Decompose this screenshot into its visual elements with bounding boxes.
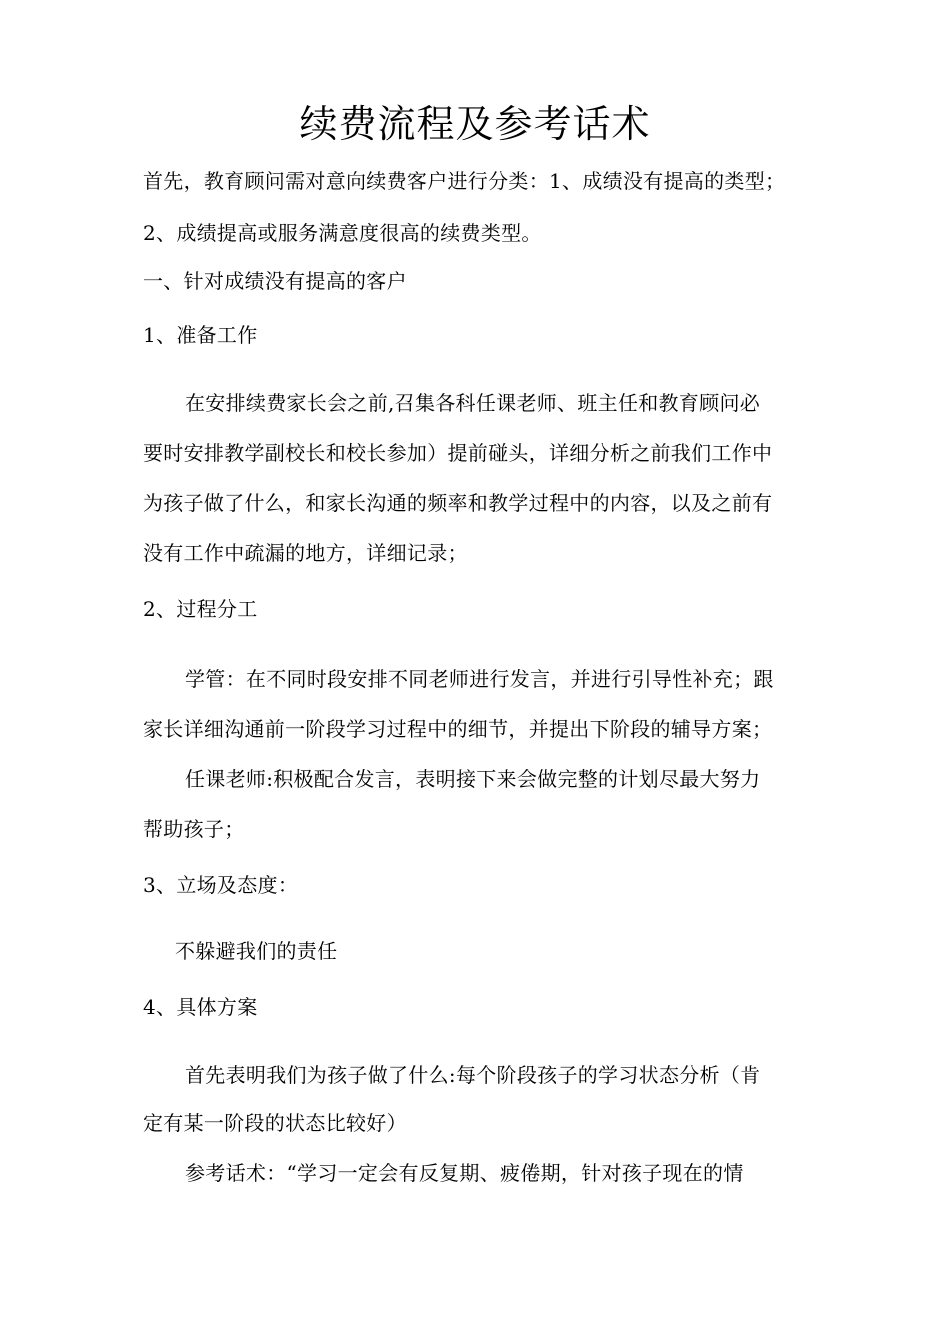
subheading-division: 2、过程分工 — [143, 597, 258, 621]
subheading-preparation: 1、准备工作 — [143, 323, 258, 347]
paragraph-plan-line-2: 定有某一阶段的状态比较好） — [143, 1111, 407, 1135]
paragraph-script-line-1: 参考话术：“学习一定会有反复期、疲倦期，针对孩子现在的情 — [185, 1161, 744, 1185]
paragraph-preparation-line-4: 没有工作中疏漏的地方，详细记录； — [143, 541, 468, 565]
paragraph-stance: 不躲避我们的责任 — [175, 939, 338, 963]
document-title: 续费流程及参考话术 — [299, 102, 651, 146]
subheading-plan: 4、具体方案 — [143, 995, 258, 1019]
section-heading-1: 一、针对成绩没有提高的客户 — [143, 269, 407, 293]
paragraph-teacher-line-2: 帮助孩子； — [143, 817, 245, 841]
paragraph-preparation-line-2: 要时安排教学副校长和校长参加）提前碰头，详细分析之前我们工作中 — [143, 441, 773, 465]
subheading-stance: 3、立场及态度： — [143, 873, 299, 897]
paragraph-intro-line-1: 首先，教育顾问需对意向续费客户进行分类：1、成绩没有提高的类型； — [143, 169, 786, 193]
paragraph-intro-line-2: 2、成绩提高或服务满意度很高的续费类型。 — [143, 221, 542, 245]
paragraph-preparation-line-1: 在安排续费家长会之前,召集各科任课老师、班主任和教育顾问必 — [185, 391, 761, 415]
paragraph-division-line-2: 家长详细沟通前一阶段学习过程中的细节，并提出下阶段的辅导方案； — [143, 717, 773, 741]
paragraph-plan-line-1: 首先表明我们为孩子做了什么:每个阶段孩子的学习状态分析（肯 — [185, 1063, 761, 1087]
paragraph-preparation-line-3: 为孩子做了什么，和家长沟通的频率和教学过程中的内容，以及之前有 — [143, 491, 773, 515]
paragraph-division-line-1: 学管：在不同时段安排不同老师进行发言，并进行引导性补充；跟 — [185, 667, 774, 691]
paragraph-teacher-line-1: 任课老师:积极配合发言，表明接下来会做完整的计划尽最大努力 — [185, 767, 761, 791]
